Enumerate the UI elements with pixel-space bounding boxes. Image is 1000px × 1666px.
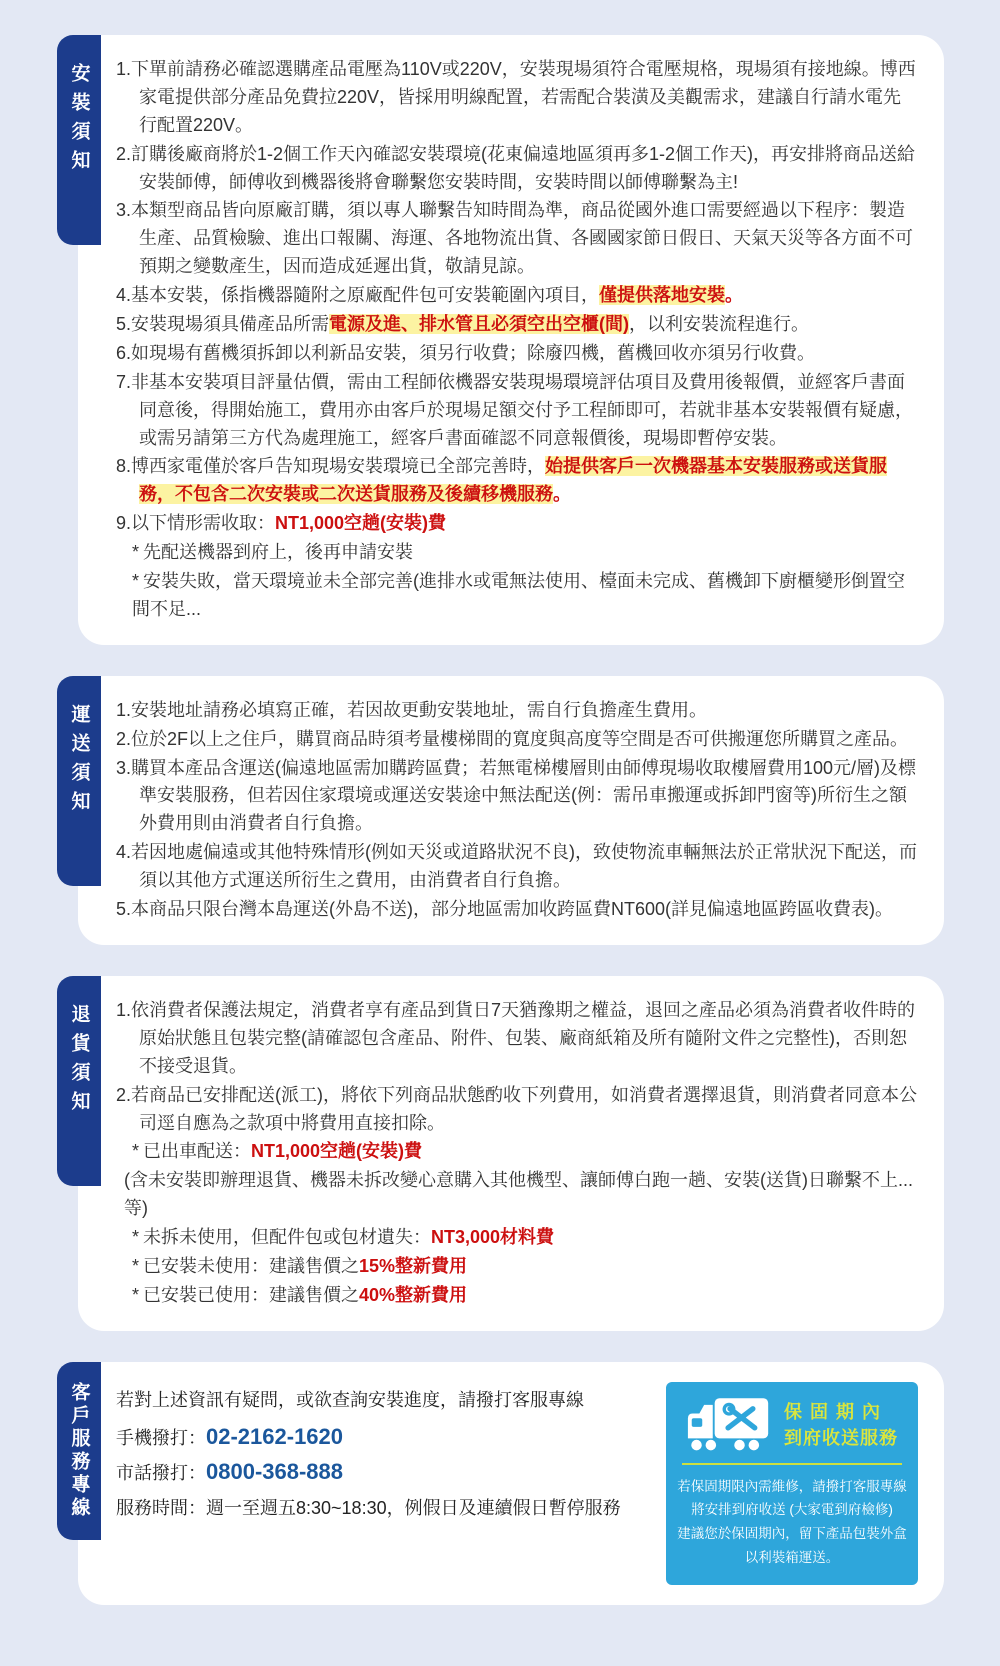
item-number: 2.: [116, 143, 132, 164]
text-segment: 安裝失敗，當天環境並未全部完善(進排水或電無法使用、檯面未完成、舊機卸下廚櫃變形倒置空間不足...: [132, 571, 906, 619]
service-intro-text: 若對上述資訊有疑問，或欲查詢安裝進度，請撥打客服專線: [116, 1389, 584, 1410]
item-number: 3.: [116, 200, 132, 221]
text-segment: 購買本產品含運送(偏遠地區需加購跨區費；若無電梯樓層則由師傅現場收取樓層費用100元/層)及標準安裝服務，但若因住家環境或運送安裝途中無法配送(例：需吊車搬運或拆卸門窗等)所衍生之額外費用則由消費者自行負擔。: [131, 757, 917, 834]
text-segment: 已安裝已使用：建議售價之: [143, 1284, 360, 1305]
text-segment: NT1,000空趟(安裝)費: [275, 513, 447, 534]
notice-item: [116, 839, 918, 895]
notice-subitem: [116, 1138, 918, 1166]
contact-label: 手機撥打：: [116, 1427, 206, 1448]
text-segment: 依消費者保護法規定，消費者享有產品到貨日7天猶豫期之權益，退回之產品必須為消費者收件時的原始狀態且包裝完整(請確認包含產品、附件、包裝、廠商紙箱及所有隨附文件之完整性)，否則恕不接受退貨。: [131, 999, 916, 1076]
shipping-notice-panel: [68, 676, 944, 945]
contact-line: [116, 1424, 666, 1450]
text-segment: 未拆未使用，但配件包或包材遺失：: [143, 1227, 432, 1248]
text-segment: 安裝地址請務必填寫正確，若因故更動安裝地址，需自行負擔產生費用。: [131, 699, 708, 720]
text-segment: 若商品已安排配送(派工)，將依下列商品狀態酌收下列費用，如消費者選擇退貨，則消費者同意本公司逕自應為之款項中將費用直接扣除。: [131, 1084, 917, 1133]
warranty-divider: [682, 1463, 902, 1465]
text-segment: 已安裝未使用：建議售價之: [143, 1255, 360, 1276]
item-number: 4.: [116, 285, 132, 306]
section-tab-customer-service: [57, 1362, 101, 1540]
asterisk: *: [132, 571, 140, 592]
item-number: 2.: [116, 728, 132, 749]
shipping-notice-list: [116, 697, 918, 924]
notice-subitem: [116, 1253, 918, 1281]
text-segment: 。: [553, 484, 571, 505]
text-segment: 40%整新費用: [359, 1284, 468, 1305]
section-tab-return: [57, 976, 101, 1186]
contact-label: 服務時間：: [116, 1497, 206, 1518]
item-number: 4.: [116, 842, 132, 863]
return-notice-list: [116, 997, 918, 1310]
text-segment: 本商品只限台灣本島運送(外島不送)，部分地區需加收跨區費NT600(詳見偏遠地區跨區收費表)。: [131, 899, 894, 920]
warranty-body: [674, 1475, 910, 1570]
text-segment: 若因地處偏遠或其他特殊情形(例如天災或道路狀況不良)，致使物流車輛無法於正常狀況下配送，而須以其他方式運送所衍生之費用，由消費者自行負擔。: [131, 842, 917, 891]
text-segment: 博西家電僅於客戶告知現場安裝環境已全部完善時，: [131, 456, 546, 477]
item-number: 5.: [116, 314, 132, 335]
text-segment: 基本安裝，係指機器隨附之原廠配件包可安裝範圍內項目，: [131, 285, 600, 306]
truck-tools-icon: [686, 1396, 772, 1454]
notice-item: [116, 282, 918, 310]
item-number: 7.: [116, 371, 132, 392]
text-segment: (含未安裝即辦理退貨、機器未拆改變心意購入其他機型、讓師傅白跑一趟、安裝(送貨)日聯繫不上...等): [124, 1170, 913, 1219]
notice-item: [116, 726, 918, 754]
notice-item: [116, 340, 918, 368]
item-number: 2.: [116, 1084, 132, 1105]
item-number: 1.: [116, 999, 132, 1020]
notice-item: [116, 896, 918, 924]
notice-item: [116, 510, 918, 538]
warranty-card-title: [784, 1399, 898, 1451]
contact-lines: [116, 1424, 666, 1520]
text-segment: 位於2F以上之住戶，購買商品時須考量樓梯間的寬度與高度等空間是否可供搬運您所購買之產品。: [131, 728, 909, 749]
item-number: 1.: [116, 59, 132, 79]
section-tab-label: 退貨須知: [68, 1003, 90, 1120]
text-segment: 電源及進、排水管且必須空出空櫃(間): [329, 314, 630, 335]
section-tab-label: 安裝須知: [68, 63, 90, 179]
warranty-card-header: [674, 1396, 910, 1454]
warranty-title-line2: 到府收送服務: [784, 1427, 898, 1448]
text-segment: 15%整新費用: [359, 1255, 468, 1276]
customer-service-info: [116, 1382, 666, 1529]
text-segment: 先配送機器到府上，後再申請安裝: [143, 542, 414, 563]
text-segment: 訂購後廠商將於1-2個工作天內確認安裝環境(花東偏遠地區須再多1-2個工作天)，再安排將商品送給安裝師傅，師傅收到機器後將會聯繫您安裝時間，安裝時間以師傅聯繫為主!: [131, 143, 916, 192]
text-segment: NT1,000空趟(安裝)費: [251, 1141, 423, 1162]
warranty-line: 建議您於保固期內，留下產品包裝外盒: [677, 1525, 907, 1541]
asterisk: *: [132, 542, 140, 563]
notice-subitem: [116, 1282, 918, 1310]
item-number: 6.: [116, 342, 132, 363]
section-tab-shipping: [57, 676, 101, 886]
contact-value: 0800-368-888: [206, 1458, 344, 1484]
text-segment: ，以利安裝流程進行。: [629, 314, 810, 335]
text-segment: 如現場有舊機須拆卸以利新品安裝，須另行收費；除廢四機，舊機回收亦須另行收費。: [131, 342, 816, 363]
warranty-title-line1: 保固期內: [784, 1401, 888, 1422]
text-segment: 。: [725, 285, 744, 306]
notice-subitem: [116, 539, 918, 567]
warranty-line: 若保固期限內需維修，請撥打客服專線: [677, 1478, 907, 1494]
contact-value: 週一至週五8:30~18:30，例假日及連續假日暫停服務: [206, 1497, 621, 1518]
item-number: 8.: [116, 456, 132, 477]
notice-subitem: [116, 568, 918, 624]
text-segment: 非基本安裝項目評量估價，需由工程師依機器安裝現場環境評估項目及費用後報價，並經客戶書面同意後，得開始施工，費用亦由客戶於現場足額交付予工程師即可，若就非基本安裝報價有疑慮，或需另請第三方代為處理施工，經客戶書面確認不同意報價後，現場即暫停安裝。: [131, 371, 913, 448]
text-segment: 以下情形需收取：: [131, 513, 276, 534]
section-tab-install: [57, 35, 101, 245]
asterisk: *: [132, 1227, 140, 1248]
contact-line: [116, 1494, 666, 1520]
text-segment: NT3,000材料費: [431, 1227, 555, 1248]
warranty-service-card: [666, 1382, 918, 1586]
contact-line: [116, 1459, 666, 1485]
text-segment: 安裝現場須具備產品所需: [131, 314, 330, 335]
asterisk: *: [132, 1284, 140, 1305]
contact-value: 02-2162-1620: [206, 1423, 344, 1449]
notice-item: [116, 697, 918, 725]
notice-item: [116, 311, 918, 339]
warranty-line: 將安排到府收送 (大家電到府檢修): [691, 1502, 893, 1518]
text-segment: 下單前請務必確認選購產品電壓為110V或220V，安裝現場須符合電壓規格，現場須有接地線。博西家電提供部分產品免費拉220V，皆採用明線配置，若需配合裝潢及美觀需求，建議自行請水電先行配置220V。: [131, 59, 916, 135]
item-number: 1.: [116, 699, 132, 720]
return-notice-panel: [68, 976, 944, 1331]
notice-item: [116, 453, 918, 509]
text-segment: 始提供客戶一次機器基本安裝服務或送貨服務，不包含二次安裝或二次送貨服務及後續移機服務: [139, 456, 888, 505]
text-segment: 本類型商品皆向原廠訂購，須以專人聯繫告知時間為準，商品從國外進口需要經過以下程序：製造生產、品質檢驗、進出口報關、海運、各地物流出貨、各國國家節日假日、天氣天災等各方面不可預期之變數產生，因而造成延遲出貨，敬請見諒。: [131, 200, 913, 277]
warranty-line: 以利裝箱運送。: [744, 1549, 840, 1565]
text-segment: 已出車配送：: [143, 1141, 252, 1162]
item-number: 9.: [116, 513, 132, 534]
text-segment: 僅提供落地安裝: [599, 285, 726, 306]
notice-item: [116, 369, 918, 453]
section-tab-label: 客戶服務專線: [68, 1381, 90, 1520]
customer-service-panel: [68, 1362, 944, 1606]
install-notice-panel: [68, 35, 944, 645]
notice-item: [116, 56, 918, 140]
notice-item: [116, 1082, 918, 1138]
notice-item: [116, 141, 918, 197]
asterisk: *: [132, 1255, 140, 1276]
section-tab-label: 運送須知: [68, 703, 90, 820]
contact-label: 市話撥打：: [116, 1462, 206, 1483]
notice-item: [116, 197, 918, 281]
notice-item: [116, 997, 918, 1081]
item-number: 3.: [116, 757, 132, 778]
notice-item: [116, 755, 918, 839]
asterisk: *: [132, 1141, 140, 1162]
item-number: 5.: [116, 899, 132, 920]
notice-subitem: [116, 1224, 918, 1252]
notice-subitem: [116, 1167, 918, 1223]
install-notice-list: [116, 56, 918, 624]
